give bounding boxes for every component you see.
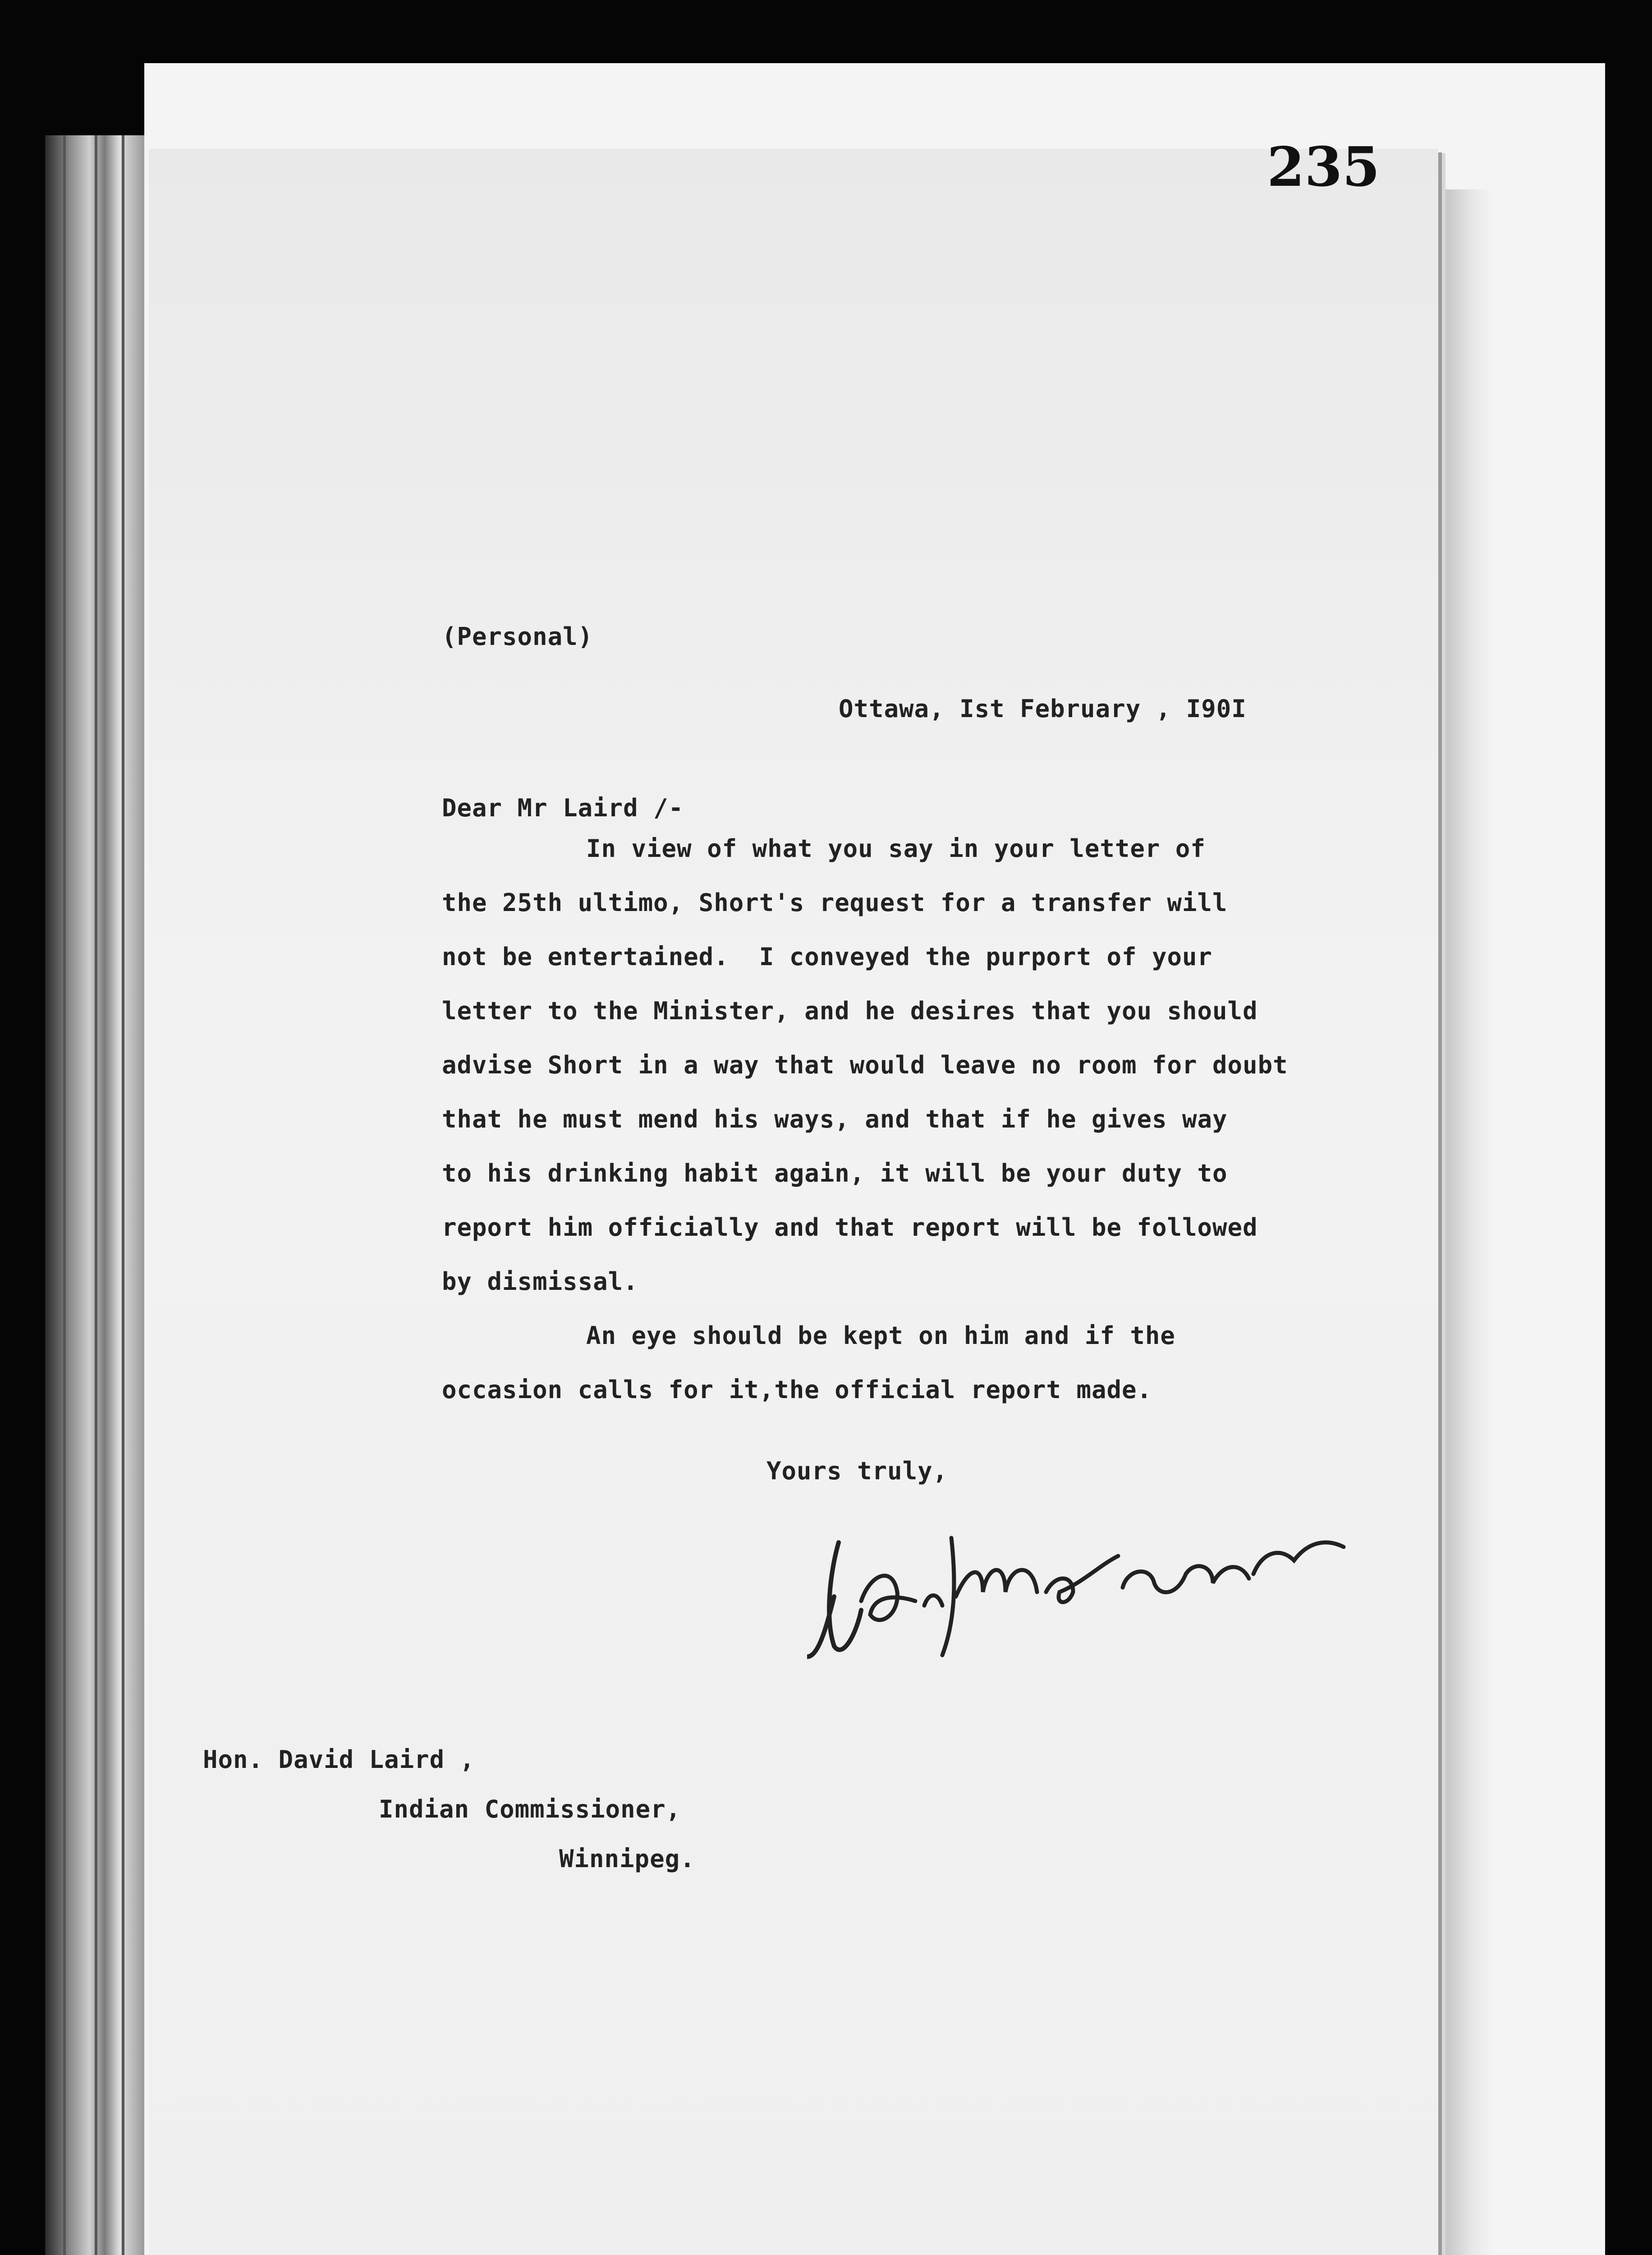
letter-sheet (149, 149, 1438, 2255)
body-line: by dismissal. (442, 1267, 638, 1296)
addressee-city: Winnipeg. (559, 1845, 695, 1873)
body-line: report him officially and that report will be followed (442, 1213, 1258, 1242)
page-number: 235 (1267, 135, 1380, 199)
underlying-sheets (1438, 189, 1497, 2255)
body-line: to his drinking habit again, it will be your duty to (442, 1159, 1228, 1187)
body-line: occasion calls for it,the official report made. (442, 1376, 1152, 1404)
letter-place-date: Ottawa, Ist February , I90I (839, 695, 1247, 723)
body-line: letter to the Minister, and he desires that you should (442, 997, 1258, 1025)
body-line: In view of what you say in your letter of (586, 834, 1206, 863)
body-line: that he must mend his ways, and that if he gives way (442, 1105, 1228, 1133)
body-line: not be entertained. I conveyed the purport of your (442, 943, 1213, 971)
handwritten-signature (807, 1484, 1348, 1673)
binding-edge (45, 135, 144, 2255)
addressee-title: Indian Commissioner, (379, 1795, 681, 1823)
body-line: advise Short in a way that would leave no room for doubt (442, 1051, 1288, 1079)
letter-marking: (Personal) (442, 622, 593, 651)
body-line: An eye should be kept on him and if the (586, 1321, 1175, 1350)
addressee-name: Hon. David Laird , (203, 1745, 475, 1774)
letter-closing: Yours truly, (766, 1457, 948, 1485)
body-line: the 25th ultimo, Short's request for a transfer will (442, 888, 1228, 917)
letter-salutation: Dear Mr Laird /- (442, 794, 684, 822)
